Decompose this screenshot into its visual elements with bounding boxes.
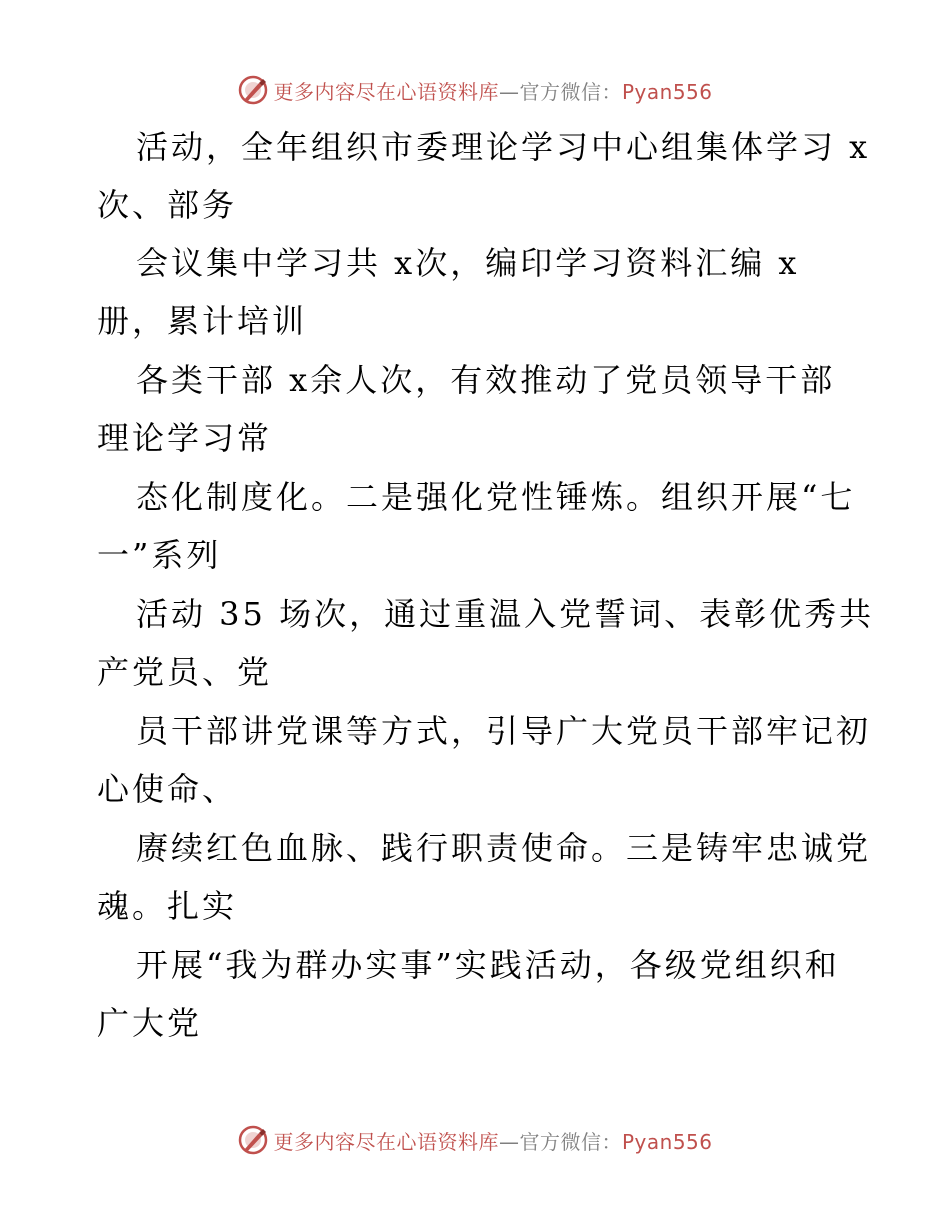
- footer-banner: [0, 1120, 950, 1160]
- banner-site-text: 更多内容尽在心语资料库: [273, 1129, 499, 1154]
- body-line: 理论学习常: [97, 419, 273, 457]
- banner-dash: —: [498, 79, 520, 104]
- banner-site-text: 更多内容尽在心语资料库: [273, 79, 499, 104]
- banner-wechat-id: Pyan556: [621, 1129, 713, 1154]
- banner-dash: —: [498, 1129, 520, 1154]
- banner-label: 官方微信：: [519, 1129, 622, 1154]
- pen-logo-icon: [237, 74, 269, 106]
- body-line: 册，累计培训: [97, 302, 308, 340]
- body-line: 开展“我为群办实事”实践活动，各级党组织和: [136, 946, 840, 984]
- banner-text: [273, 76, 712, 105]
- body-line: 态化制度化。二是强化党性锤炼。组织开展“七: [136, 478, 856, 516]
- body-line: 活动，全年组织市委理论学习中心组集体学习 x: [136, 128, 871, 166]
- banner-text: [273, 1126, 712, 1155]
- body-line: 员干部讲党课等方式，引导广大党员干部牢记初: [136, 712, 872, 750]
- header-banner: [0, 70, 950, 110]
- body-line: 次、部务: [97, 186, 238, 224]
- body-line: 一”系列: [97, 536, 222, 574]
- body-line: 各类干部 x余人次，有效推动了党员领导干部: [136, 361, 836, 399]
- pen-logo-icon: [237, 1124, 269, 1156]
- banner-wechat-id: Pyan556: [621, 79, 713, 104]
- body-line: 产党员、党: [97, 653, 273, 691]
- body-line: 会议集中学习共 x次，编印学习资料汇编 x: [136, 244, 800, 282]
- banner-label: 官方微信：: [519, 79, 622, 104]
- body-line: 魂。扎实: [97, 887, 238, 925]
- body-line: 活动 35 场次，通过重温入党誓词、表彰优秀共: [136, 595, 875, 633]
- body-line: 赓续红色血脉、践行职责使命。三是铸牢忠诚党: [136, 829, 872, 867]
- body-line: 广大党: [97, 1004, 203, 1042]
- body-line: 心使命、: [97, 770, 238, 808]
